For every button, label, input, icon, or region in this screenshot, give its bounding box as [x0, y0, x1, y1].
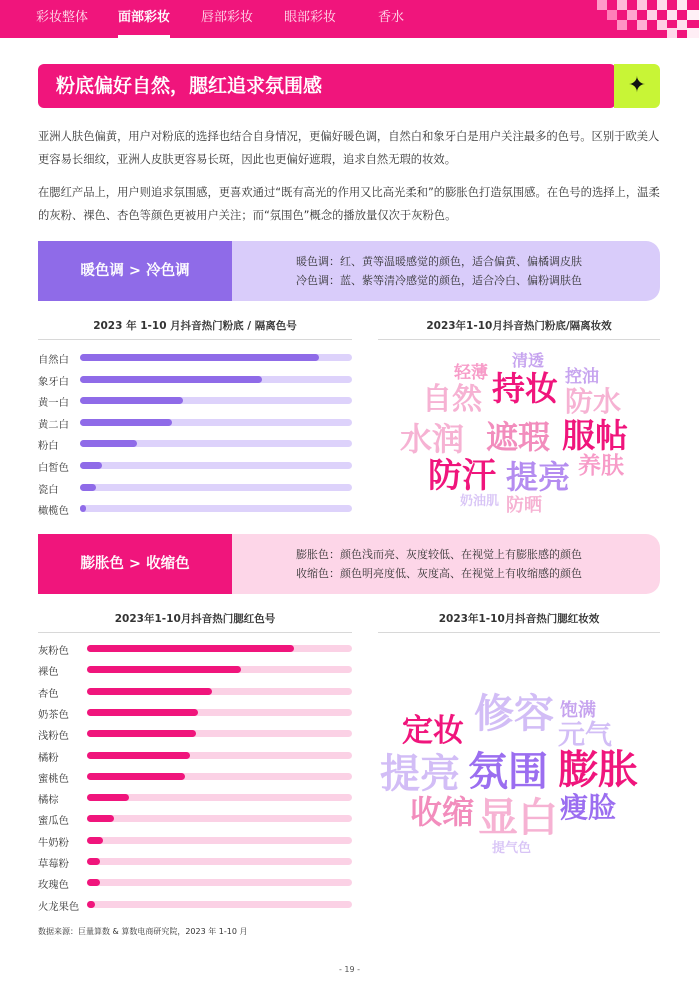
bar-category-label: 自然白 — [38, 354, 69, 366]
bar-value — [87, 730, 196, 737]
cloud-word: 防汗 — [428, 456, 496, 496]
bar-track — [87, 730, 352, 737]
bar-value — [87, 752, 190, 759]
tone-comparison-description — [296, 252, 582, 290]
bar-category-label: 象牙白 — [38, 375, 69, 388]
foundation-cloud-divider — [378, 339, 660, 340]
cloud-word: 自然 — [422, 382, 482, 417]
blush-effect-cloud-title: 2023年1-10月抖音热门腮红妆效 — [438, 613, 600, 625]
bar-category-label: 火龙果色 — [38, 900, 80, 913]
cloud-word: 服帖 — [562, 416, 628, 455]
bar-category-label: 白皙色 — [38, 462, 69, 474]
cloud-word: 奶油肌 — [460, 494, 500, 509]
bar-value — [87, 858, 100, 865]
bar-category-label: 裸色 — [38, 666, 59, 679]
bar-category-label: 浅粉色 — [38, 730, 69, 743]
tab-eye-makeup[interactable]: 眼部彩妆 — [284, 10, 337, 25]
top-nav — [0, 0, 699, 38]
bar-value — [87, 837, 103, 844]
bar-category-label: 黄一白 — [38, 397, 69, 410]
cloud-word: 防水 — [565, 385, 622, 418]
bar-value — [87, 794, 129, 801]
cloud-word: 控油 — [565, 367, 599, 387]
cloud-word: 养肤 — [578, 453, 624, 479]
bar-track — [87, 666, 352, 673]
cloud-word: 饱满 — [560, 700, 596, 721]
sparkle-icon: ✦ — [627, 73, 647, 98]
cloud-word: 提亮 — [380, 751, 460, 797]
tab-face-makeup[interactable]: 面部彩妆 — [118, 0, 170, 38]
data-source-note: 数据来源：巨量算数 & 算数电商研究院，2023 年 1-10 月 — [38, 927, 248, 936]
cloud-word: 修容 — [474, 691, 554, 737]
tone-comparison-label: 暖色调 > 冷色调 — [38, 241, 232, 301]
bar-track — [87, 752, 352, 759]
cool-tone-definition: 冷色调：蓝、紫等清冷感觉的颜色，适合冷白、偏粉调肤色 — [296, 274, 582, 287]
bar-track — [80, 440, 352, 447]
bar-value — [87, 773, 185, 780]
bar-track — [87, 837, 352, 844]
bar-category-label: 橘粉 — [38, 751, 59, 764]
cloud-word: 瘦脸 — [560, 791, 617, 824]
bar-category-label: 牛奶粉 — [38, 836, 69, 849]
blush-chart-divider — [38, 632, 352, 633]
bar-value — [87, 815, 114, 822]
blush-effect-word-cloud — [378, 690, 660, 870]
blush-cloud-divider — [378, 632, 660, 633]
bar-category-label: 橄榄色 — [38, 505, 69, 518]
bar-track — [80, 505, 352, 512]
bar-value — [80, 484, 96, 491]
bar-category-label: 奶茶色 — [38, 708, 69, 721]
bar-value — [87, 666, 241, 673]
cloud-word: 定妆 — [402, 713, 464, 749]
bar-category-label: 杏色 — [38, 687, 59, 700]
warm-tone-definition: 暖色调：红、黄等温暖感觉的颜色，适合偏黄、偏橘调皮肤 — [296, 255, 582, 268]
cloud-word: 水润 — [400, 420, 465, 458]
bar-value — [80, 397, 183, 404]
expansive-color-definition: 膨胀色：颜色浅而亮、灰度较低、在视觉上有膨胀感的颜色 — [296, 548, 582, 561]
blush-shade-chart-title: 2023年1-10月抖音热门腮红色号 — [114, 613, 276, 625]
bar-value — [87, 645, 294, 652]
bar-value — [80, 376, 262, 383]
section-title: 粉底偏好自然，腮红追求氛围感 — [56, 75, 323, 97]
bar-track — [87, 688, 352, 695]
cloud-word: 持妆 — [492, 369, 558, 408]
bar-value — [80, 354, 319, 361]
cloud-word: 收缩 — [410, 793, 475, 831]
color-effect-label: 膨胀色 > 收缩色 — [38, 534, 232, 594]
bar-value — [80, 462, 102, 469]
tab-perfume[interactable]: 香水 — [378, 10, 405, 25]
intro-paragraph-foundation: 亚洲人肤色偏黄，用户对粉底的选择也结合自身情况，更偏好暖色调，自然白和象牙白是用户关注最多的色号。区别于欧美人更容易长细纹，亚洲人皮肤更容易长斑，因此也更偏好遮瑕，追求自然无瑕的妆效。 — [38, 130, 660, 166]
foundation-effect-word-cloud — [378, 345, 660, 525]
cloud-word: 膨胀 — [558, 747, 638, 793]
bar-category-label: 灰粉色 — [38, 645, 69, 657]
foundation-shade-chart-title: 2023 年 1-10 月抖音热门粉底 / 隔离色号 — [93, 320, 297, 332]
bar-category-label: 蜜瓜色 — [38, 815, 69, 828]
bar-value — [87, 688, 212, 695]
cloud-word: 提气色 — [492, 841, 532, 856]
tone-comparison-band — [38, 241, 660, 301]
bar-category-label: 玫瑰色 — [38, 879, 69, 892]
bar-value — [80, 440, 137, 447]
section-title-bar — [38, 64, 616, 108]
foundation-chart-divider — [38, 339, 352, 340]
color-effect-band — [38, 534, 660, 594]
cloud-word: 显白 — [478, 795, 558, 841]
bar-track — [80, 354, 352, 361]
bar-track — [87, 858, 352, 865]
bar-track — [87, 879, 352, 886]
bar-track — [80, 484, 352, 491]
bar-category-label: 黄二白 — [38, 418, 69, 431]
intro-paragraph-blush: 在腮红产品上，用户则追求氛围感，更喜欢通过“既有高光的作用又比高光柔和”的膨胀色打造氛围感。在色号的选择上，温柔的灰粉、裸色、杏色等颜色更被用户关注；而“氛围色”概念的播放量仅次于灰粉色。 — [38, 186, 660, 222]
bar-value — [87, 709, 198, 716]
cloud-word: 提亮 — [506, 458, 571, 496]
bar-category-label: 草莓粉 — [38, 858, 69, 870]
bar-track — [80, 376, 352, 383]
bar-track — [87, 709, 352, 716]
cloud-word: 氛围 — [468, 749, 548, 795]
bar-value — [80, 419, 172, 426]
cloud-word: 元气 — [558, 720, 612, 751]
bar-category-label: 蜜桃色 — [38, 772, 69, 785]
cloud-word: 防晒 — [506, 495, 542, 516]
tab-makeup-overall[interactable]: 彩妆整体 — [36, 10, 89, 25]
bar-track — [87, 815, 352, 822]
tab-lip-makeup[interactable]: 唇部彩妆 — [201, 10, 254, 25]
page-number: - 19 - — [338, 965, 361, 974]
contractive-color-definition: 收缩色：颜色明亮度低、灰度高、在视觉上有收缩感的颜色 — [296, 567, 582, 580]
bar-track — [80, 419, 352, 426]
color-effect-description — [296, 545, 582, 583]
bar-track — [80, 462, 352, 469]
cloud-word: 轻薄 — [454, 363, 488, 383]
bar-value — [87, 879, 100, 886]
bar-category-label: 橘棕 — [38, 794, 59, 807]
sparkle-badge — [614, 64, 660, 108]
bar-track — [80, 397, 352, 404]
bar-category-label: 粉白 — [38, 440, 59, 453]
pixel-pattern-decoration — [589, 0, 699, 38]
bar-value — [87, 901, 95, 908]
cloud-word: 清透 — [512, 351, 545, 370]
bar-track — [87, 794, 352, 801]
bar-track — [87, 901, 352, 908]
bar-track — [87, 645, 352, 652]
bar-value — [80, 505, 86, 512]
foundation-effect-cloud-title: 2023年1-10月抖音热门粉底/隔离妆效 — [426, 320, 612, 332]
bar-track — [87, 773, 352, 780]
cloud-word: 遮瑕 — [486, 418, 551, 456]
bar-category-label: 瓷白 — [38, 483, 59, 496]
